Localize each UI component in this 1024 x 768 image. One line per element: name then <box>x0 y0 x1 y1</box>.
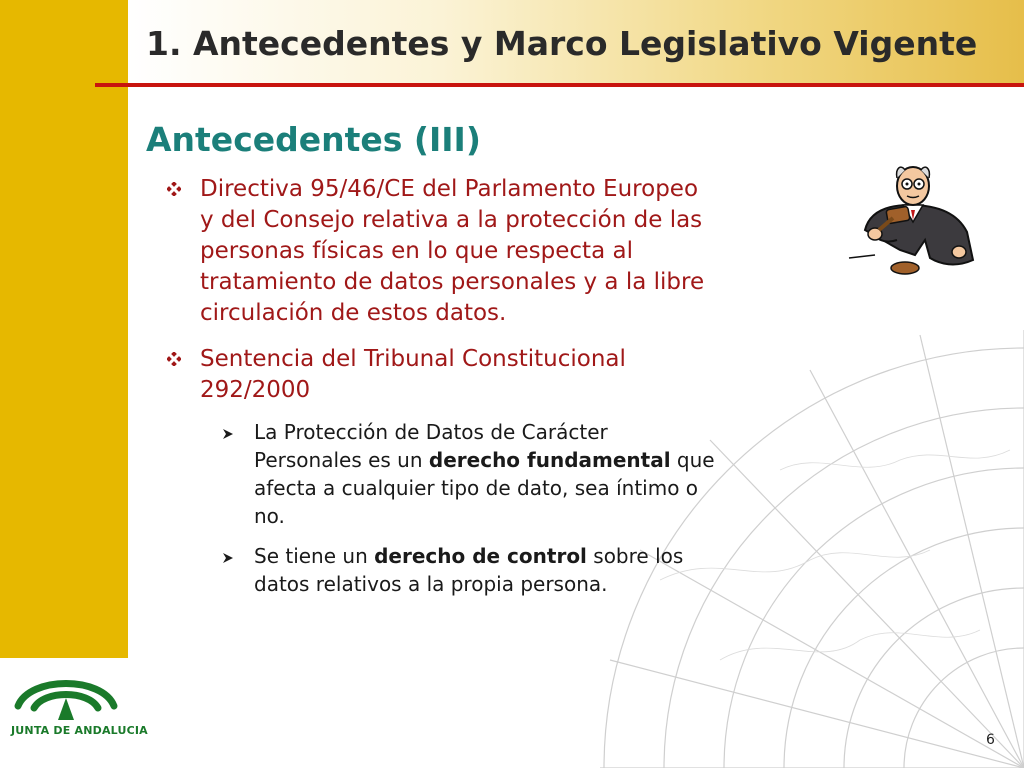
logo-text: JUNTA DE ANDALUCIA <box>11 724 148 737</box>
sub-bullet-line: no. <box>254 504 285 528</box>
text-run: Personales es un <box>254 448 429 472</box>
bullet-line: tratamiento de datos personales y a la libre <box>200 269 705 295</box>
arrow-bullet-icon <box>222 552 234 564</box>
sub-bullet-line: datos relativos a la propia persona. <box>254 572 608 596</box>
left-sidebar <box>0 0 128 658</box>
bullet-line: Directiva 95/46/CE del Parlamento Europeo <box>200 176 699 202</box>
emphasis-text: derecho de control <box>374 544 587 568</box>
sub-bullet-line <box>254 542 683 570</box>
page-title: 1. Antecedentes y Marco Legislativo Vigente <box>146 24 978 63</box>
diamond-bullet-icon <box>167 182 181 196</box>
bullet-line: y del Consejo relativa a la protección de las <box>200 207 703 233</box>
sub-bullet-line: afecta a cualquier tipo de dato, sea íntimo o <box>254 476 699 500</box>
emphasis-text: derecho fundamental <box>428 448 671 472</box>
header-rule <box>95 83 1024 87</box>
sub-bullet-line <box>254 446 715 474</box>
judge-gavel-illustration <box>845 160 980 278</box>
arrow-bullet-icon <box>222 428 234 440</box>
diamond-bullet-icon <box>167 352 181 366</box>
text-run: que <box>670 448 715 472</box>
page-number: 6 <box>986 732 995 748</box>
bullet-line: Sentencia del Tribunal Constitucional <box>200 346 626 372</box>
bullet-line: circulación de estos datos. <box>200 300 507 326</box>
section-title: Antecedentes (III) <box>146 120 481 159</box>
text-run: Se tiene un <box>254 544 375 568</box>
bullet-line: personas físicas en lo que respecta al <box>200 238 633 264</box>
bullet-line: 292/2000 <box>200 377 311 403</box>
sub-bullet-line: La Protección de Datos de Carácter <box>254 420 608 444</box>
text-run: sobre los <box>586 544 684 568</box>
